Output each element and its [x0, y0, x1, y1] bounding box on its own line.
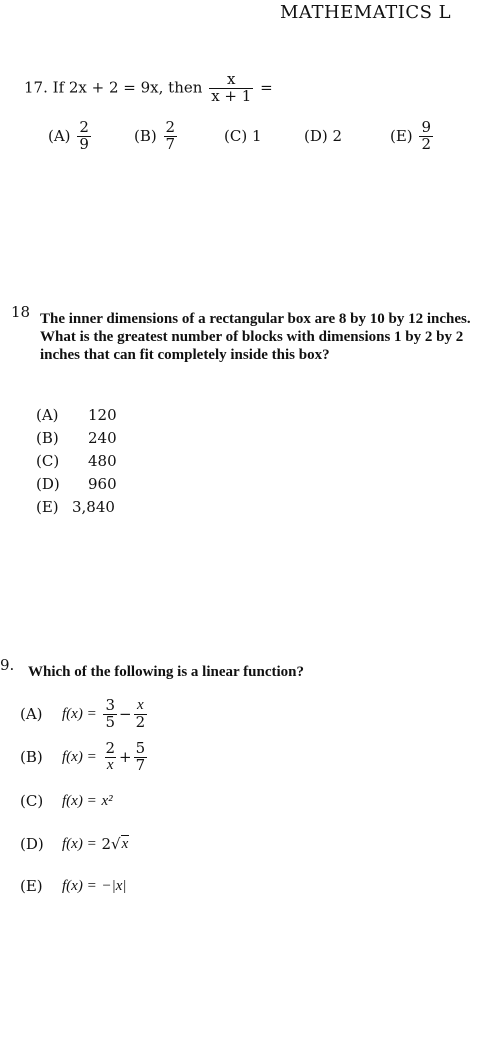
question-18-number: 18	[11, 303, 31, 321]
choice-label: (B)	[134, 127, 157, 146]
choice-label: (A)	[48, 127, 71, 146]
option-a[interactable]	[36, 404, 117, 427]
choice-fraction	[419, 120, 433, 153]
option-label: (E)	[36, 498, 59, 516]
operator: −	[119, 705, 132, 724]
option-label: (B)	[36, 429, 59, 447]
fraction	[103, 741, 117, 774]
fraction-numerator: 3	[105, 696, 116, 714]
choice-c[interactable]	[224, 120, 304, 153]
question-19-stem: Which of the following is a linear function?	[28, 664, 304, 680]
fraction-denominator: 2	[421, 134, 431, 153]
option-label: (C)	[20, 792, 44, 810]
choice-value: 2	[332, 127, 343, 146]
fraction-denominator: 7	[135, 755, 146, 774]
radicand: x	[121, 836, 129, 852]
function-lhs: f(x) =	[62, 835, 97, 852]
fraction-denominator: x	[106, 756, 114, 773]
choice-value: 1	[251, 127, 262, 146]
function-lhs: f(x) =	[62, 748, 97, 765]
option-d[interactable]	[20, 835, 129, 853]
fraction-numerator: 9	[421, 118, 431, 136]
function-rhs: x²	[101, 792, 113, 809]
option-label: (A)	[20, 705, 43, 724]
fraction-numerator: 2	[105, 739, 116, 757]
choice-label: (C)	[224, 127, 248, 146]
option-b[interactable]	[20, 741, 149, 774]
option-value: 3,840	[72, 498, 115, 516]
question-17-choices	[48, 120, 435, 153]
question-19-number: 9.	[0, 656, 15, 674]
choice-a[interactable]	[48, 120, 134, 153]
function-lhs: f(x) =	[62, 877, 97, 894]
option-value: 120	[88, 406, 117, 424]
option-value: 240	[88, 429, 117, 447]
fraction-denominator: 7	[165, 134, 176, 153]
function-lhs: f(x) =	[62, 705, 97, 722]
fraction	[134, 741, 148, 774]
option-c[interactable]	[36, 450, 117, 473]
choice-e[interactable]	[390, 120, 435, 153]
option-label: (D)	[20, 835, 44, 853]
fraction-denominator: 5	[105, 712, 116, 731]
choice-d[interactable]	[304, 120, 390, 153]
fraction-denominator: 2	[135, 712, 146, 731]
sqrt-symbol: √	[111, 835, 121, 853]
fraction-denominator: 9	[79, 134, 89, 153]
question-17-text: If 2x + 2 = 9x, then	[52, 78, 203, 97]
fraction-numerator: x	[137, 697, 144, 713]
equals-sign: =	[260, 78, 273, 97]
choice-fraction	[77, 120, 91, 153]
option-label: (E)	[20, 877, 43, 895]
option-label: (B)	[20, 748, 43, 767]
question-17-fraction	[209, 72, 253, 105]
option-value: 960	[88, 475, 117, 493]
fraction	[134, 698, 148, 731]
choice-label: (E)	[390, 127, 413, 146]
fraction-numerator: 2	[79, 118, 89, 136]
option-c[interactable]	[20, 792, 113, 810]
operator: +	[119, 748, 132, 767]
function-lhs: f(x) =	[62, 792, 97, 809]
option-a[interactable]	[20, 698, 149, 731]
option-b[interactable]	[36, 427, 117, 450]
choice-fraction	[164, 120, 178, 153]
function-rhs: −|x|	[101, 877, 127, 894]
question-18-options	[36, 404, 117, 519]
fraction-numerator: 5	[135, 739, 146, 757]
choice-b[interactable]	[134, 120, 224, 153]
option-label: (D)	[36, 475, 60, 493]
fraction-denominator: x + 1	[211, 86, 252, 105]
question-17-stem	[24, 72, 273, 105]
option-e[interactable]	[20, 877, 127, 895]
fraction-numerator: x	[227, 70, 236, 88]
page-header: MATHEMATICS L	[280, 2, 452, 23]
option-label: (C)	[36, 452, 60, 470]
fraction	[103, 698, 117, 731]
option-d[interactable]	[36, 473, 117, 496]
question-18-stem: The inner dimensions of a rectangular box are 8 by 10 by 12 inches. What is the greatest number of blocks with dimensions 1 by 2 by 2 inches that can fit completely inside this box?	[40, 311, 471, 363]
option-e[interactable]	[36, 496, 117, 519]
option-label: (A)	[36, 406, 59, 424]
question-17-number: 17.	[24, 78, 48, 97]
option-value: 480	[88, 452, 117, 470]
fraction-numerator: 2	[165, 118, 176, 136]
choice-label: (D)	[304, 127, 328, 146]
coefficient: 2	[101, 835, 112, 853]
